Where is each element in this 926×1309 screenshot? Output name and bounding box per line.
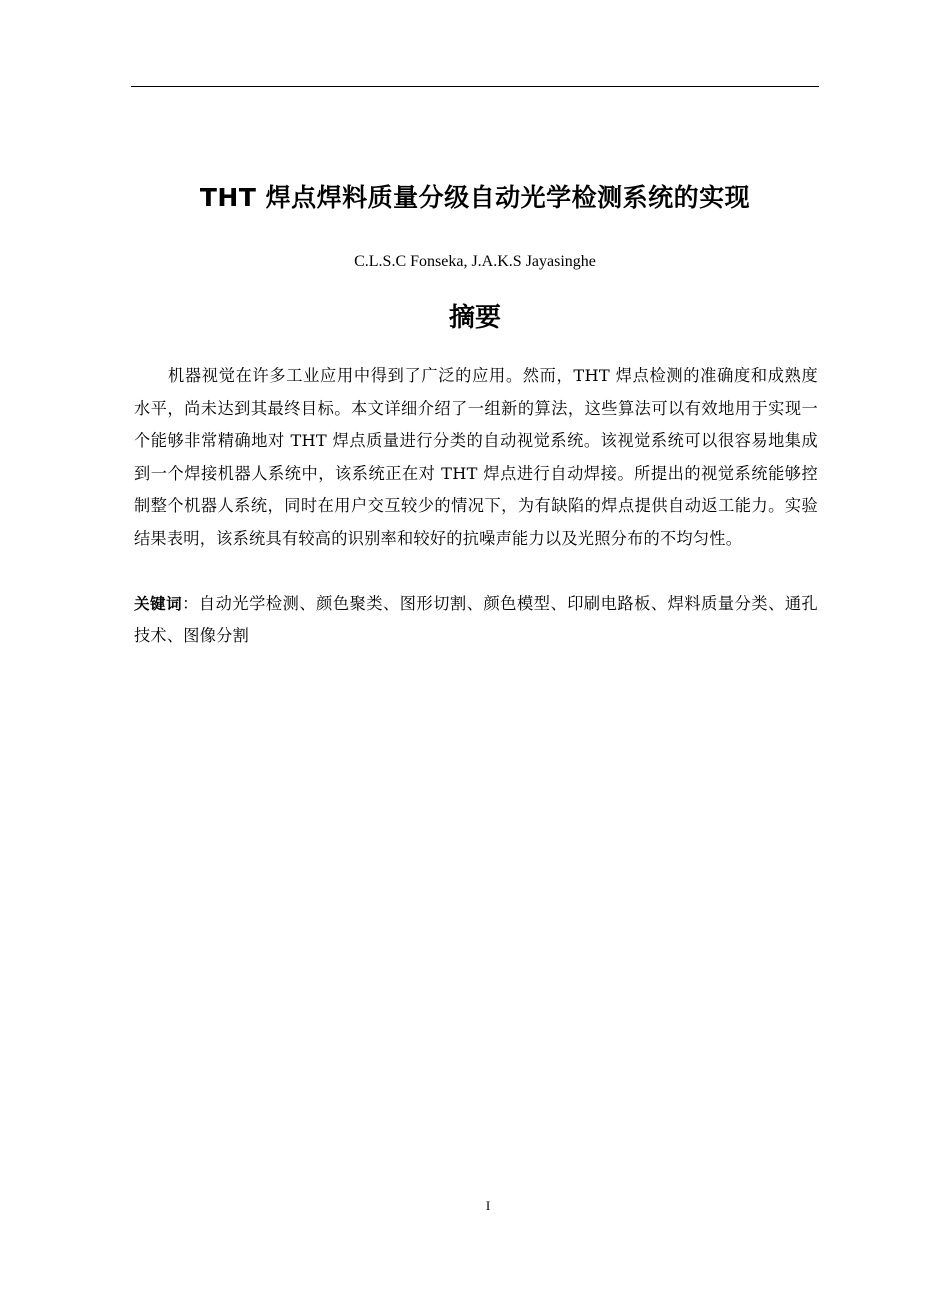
keywords-label: 关键词 [134,595,183,613]
page-number: I [485,1198,491,1213]
header-rule [131,86,819,87]
paper-title: THT 焊点焊料质量分级自动光学检测系统的实现 [199,183,751,212]
abstract-body: 机器视觉在许多工业应用中得到了广泛的应用。然而，THT 焊点检测的准确度和成熟度水平，尚未达到其最终目标。本文详细介绍了一组新的算法，这些算法可以有效地用于实现一个能够非常精确地对 THT 焊点质量进行分类的自动视觉系统。该视觉系统可以很容易地集成到一个焊接机器人系统中，该系统正在对 THT 焊点进行自动焊接。所提出的视觉系统能够控制整个机器人系统，同时在用户交互较少的情况下，为有缺陷的焊点提供自动返工能力。实验结果表明，该系统具有较高的识别率和较好的抗噪声能力以及光照分布的不均匀性。 [134,366,818,548]
abstract-heading: 摘要 [448,303,501,333]
keywords-text: ：自动光学检测、颜色聚类、图形切割、颜色模型、印刷电路板、焊料质量分类、通孔技术、图像分割 [134,594,818,645]
authors: C.L.S.C Fonseka, J.A.K.S Jayasinghe [354,253,596,270]
keywords [134,588,818,651]
